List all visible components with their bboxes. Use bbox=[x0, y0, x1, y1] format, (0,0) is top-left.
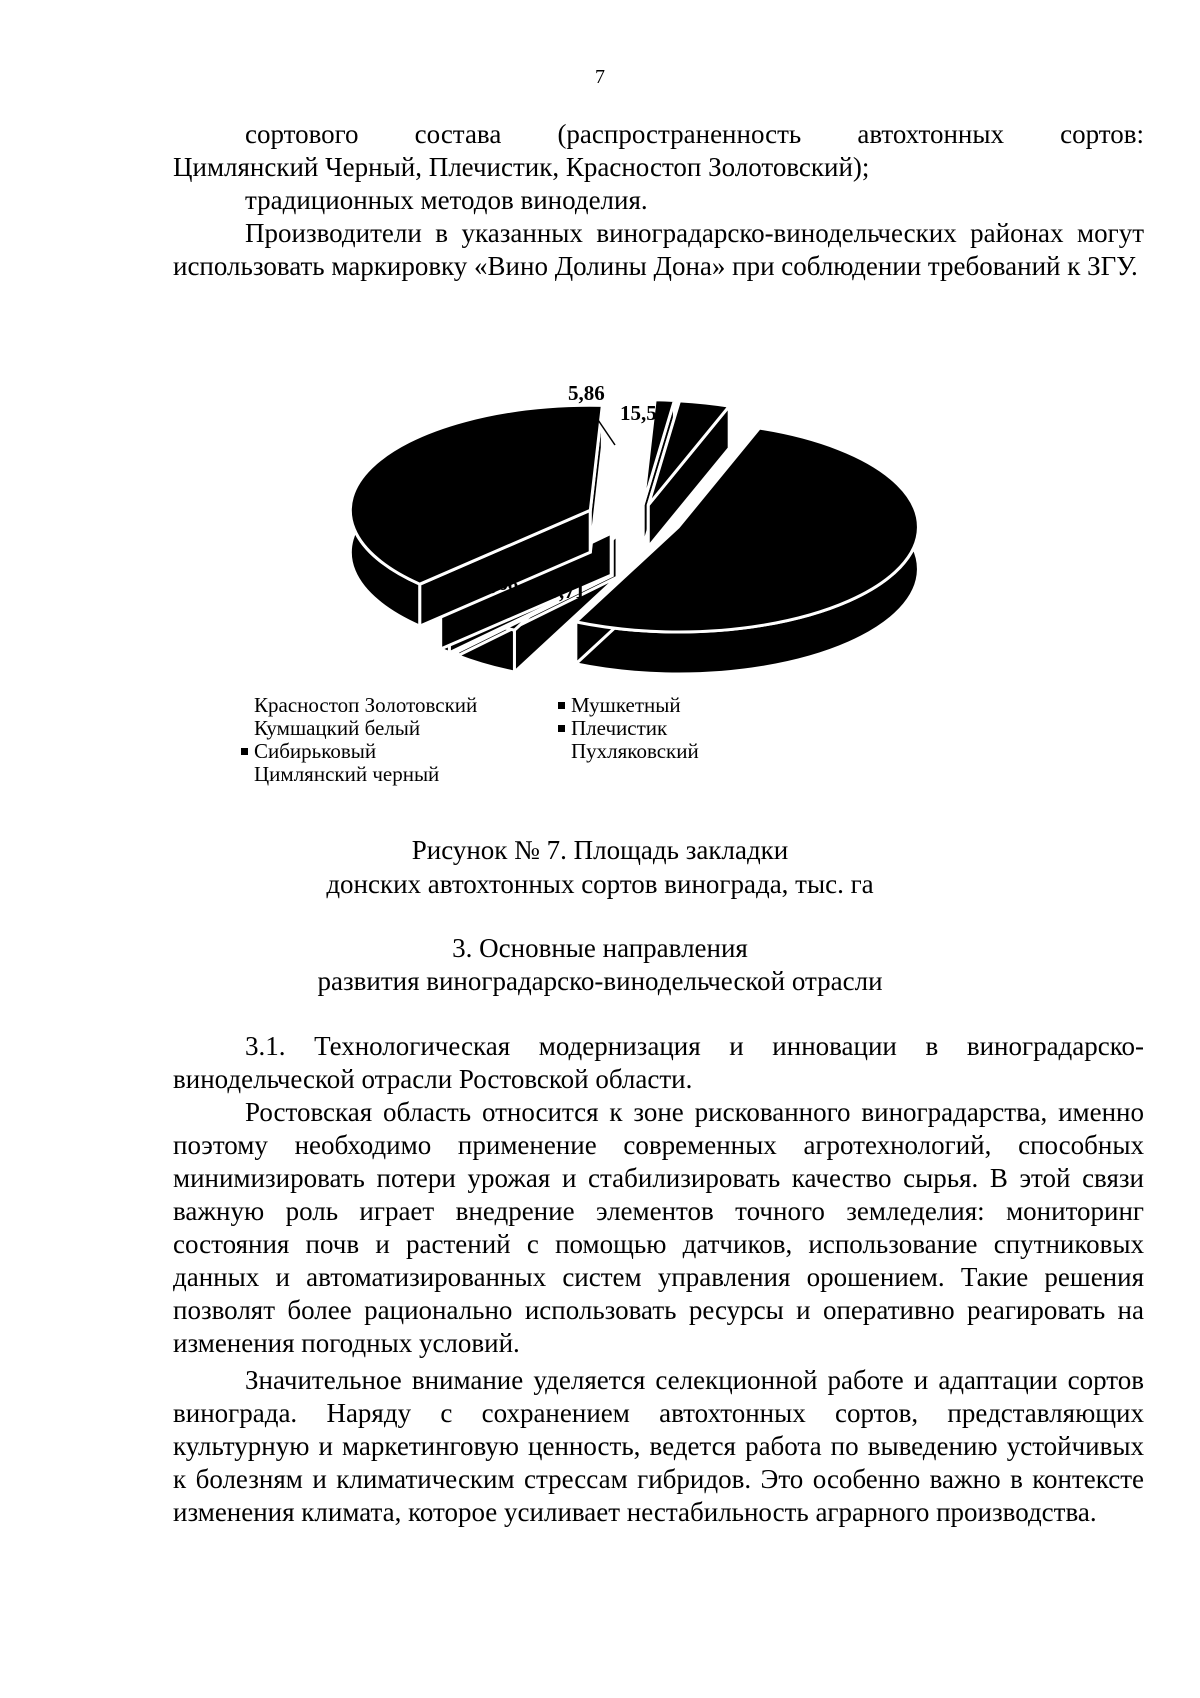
legend-label: Плечистик bbox=[571, 716, 668, 740]
legend-item bbox=[558, 694, 699, 717]
pie-chart bbox=[0, 370, 1200, 700]
section-heading-line-1: 3. Основные направления bbox=[452, 933, 748, 963]
section-paragraph-3: Значительное внимание уделяется селекционной работе и адаптации сортов винограда. Наряду с сохранением автохтонных сортов, представляющих культурную и маркетинговую ценность, ведется работа по выведению устойчивых к болезням и климатическим стрессам гибридов. Это особенно важно в контексте изменения климата, которое усиливает нестабильность аграрного производства. bbox=[173, 1365, 1144, 1527]
data-label: 15,56 bbox=[620, 401, 668, 425]
page-number: 7 bbox=[595, 66, 605, 88]
legend-item bbox=[241, 763, 477, 786]
legend-marker bbox=[241, 748, 248, 755]
legend-label: Кумшацкий белый bbox=[254, 716, 421, 740]
legend-item bbox=[241, 717, 477, 740]
data-label: 5,86 bbox=[568, 381, 605, 405]
intro-word: сортов: bbox=[1060, 119, 1144, 149]
legend-label: Красностоп Золотовский bbox=[254, 693, 478, 717]
pie-layer bbox=[350, 400, 918, 674]
figure-caption-line-2: донских автохтонных сортов винограда, тыс. га bbox=[326, 869, 874, 899]
legend-item bbox=[558, 717, 699, 740]
intro-paragraph-2: Производители в указанных виноградарско-винодельческих районах могут использовать маркировку «Вино Долины Дона» при соблюдении требований к ЗГУ. bbox=[173, 218, 1144, 281]
legend-label: Мушкетный bbox=[571, 693, 681, 717]
intro-word: состава bbox=[414, 119, 502, 149]
figure-caption-line-1: Рисунок № 7. Площадь закладки bbox=[411, 835, 789, 865]
intro-line-1-rest: Цимлянский Черный, Плечистик, Красностоп Золотовский); bbox=[173, 152, 870, 182]
legend-item bbox=[558, 740, 699, 763]
legend-item bbox=[241, 740, 477, 763]
intro-word: автохтонных bbox=[857, 119, 1004, 149]
legend-marker bbox=[558, 702, 565, 709]
intro-line-2: традиционных методов виноделия. bbox=[245, 185, 648, 215]
legend-item bbox=[241, 694, 477, 717]
legend-label: Сибирьковый bbox=[254, 739, 377, 763]
legend-label: Пухляковский bbox=[571, 739, 699, 763]
intro-line-1 bbox=[173, 118, 1144, 151]
legend-right bbox=[558, 694, 699, 763]
section-paragraph-2: Ростовская область относится к зоне рискованного виноградарства, именно поэтому необходимо применение современных агротехнологий, способных минимизировать потери урожая и стабилизировать качество сырья. В этой связи важную роль играет внедрение элементов точного земледелия: мониторинг состояния почв и растений с помощью датчиков, использование спутниковых данных и автоматизированных систем управления орошением. Такие решения позволят более рационально использовать ресурсы и оперативно реагировать на изменения погодных условий. bbox=[173, 1097, 1144, 1358]
data-label: ,68 bbox=[492, 571, 519, 595]
section-heading-line-2: развития виноградарско-винодельческой отрасли bbox=[317, 966, 883, 996]
intro-word: сортового bbox=[245, 119, 359, 149]
legend-label: Цимлянский черный bbox=[254, 762, 440, 786]
legend-left bbox=[241, 694, 477, 786]
data-label: 20,71 bbox=[538, 579, 586, 603]
data-label: 236,06 bbox=[752, 527, 810, 551]
legend-marker bbox=[558, 725, 565, 732]
section-paragraph-1: 3.1. Технологическая модернизация и инновации в виноградарско-винодельческой отрасли Ростовской области. bbox=[173, 1031, 1144, 1094]
intro-word: (распространенность bbox=[557, 119, 802, 149]
